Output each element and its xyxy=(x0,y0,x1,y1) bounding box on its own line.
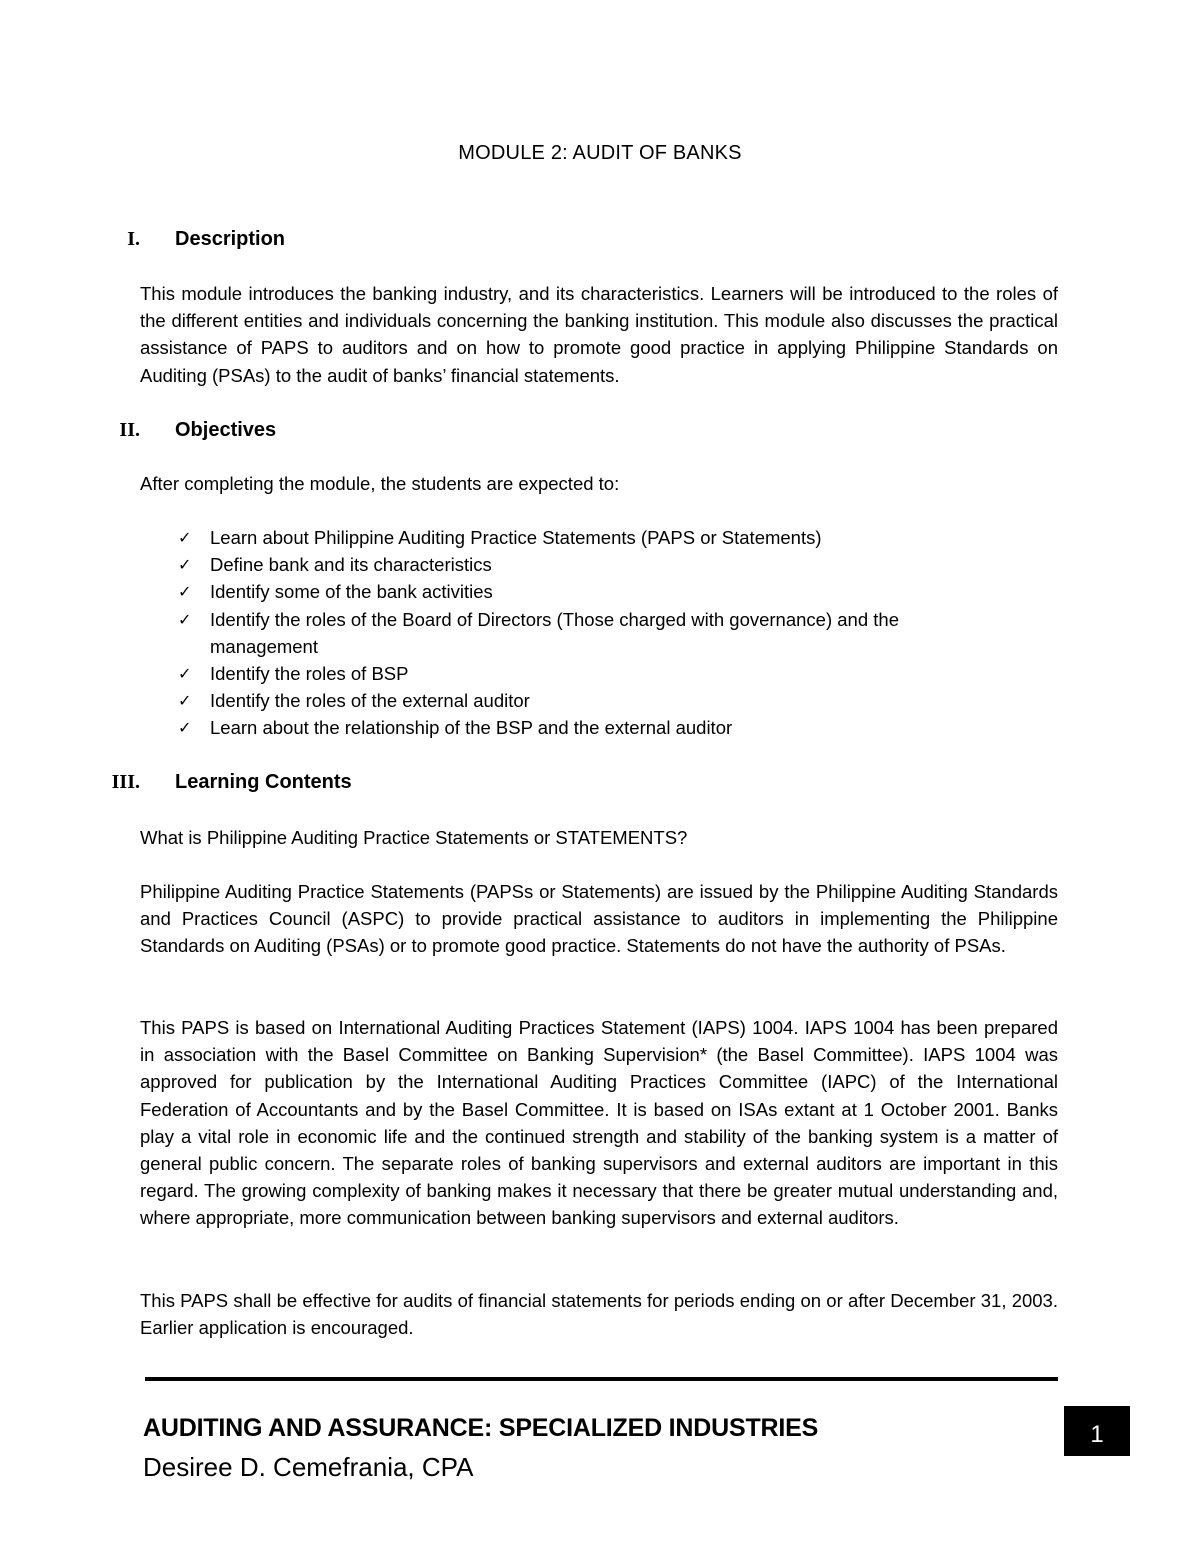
objectives-list xyxy=(140,524,970,742)
section-title: Description xyxy=(175,228,286,250)
learning-paragraph-2: This PAPS is based on International Auditing Practices Statement (IAPS) 1004. IAPS 1004 has been prepared in association with the Basel Committee on Banking Supervision* (the Basel Committee). IAPS 1004 was approved for publication by the International Auditing Practices Committee (IAPC) of the International Federation of Accountants and by the Basel Committee. It is based on ISAs extant at 1 October 2001. Banks play a vital role in economic life and the continued strength and stability of the banking system is a matter of general public concern. The separate roles of banking supervisors and external auditors are important in this regard. The growing complexity of banking makes it necessary that there be greater mutual understanding and, where appropriate, more communication between banking supervisors and external auditors. xyxy=(140,1017,1058,1229)
list-item xyxy=(140,660,970,687)
author-name: Desiree D. Cemefrania, CPA xyxy=(143,1452,474,1482)
checkmark-icon: ✓ xyxy=(178,528,192,547)
learning-paragraph-3: This PAPS shall be effective for audits of financial statements for periods ending on or after December 31, 2003. Earlier application is encouraged. xyxy=(140,1290,1058,1339)
section-numeral: II. xyxy=(119,419,140,441)
page-title: MODULE 2: AUDIT OF BANKS xyxy=(458,142,742,164)
checkmark-icon: ✓ xyxy=(178,664,192,684)
list-item xyxy=(140,524,970,551)
list-item xyxy=(140,578,970,605)
objectives-intro: After completing the module, the students are expected to: xyxy=(140,473,620,494)
page-number-badge xyxy=(1064,1406,1130,1456)
section-numeral: I. xyxy=(127,228,140,250)
page-number: 1 xyxy=(1090,1421,1104,1448)
list-item-text: Define bank and its characteristics xyxy=(210,554,492,576)
checkmark-icon: ✓ xyxy=(178,718,192,738)
list-item xyxy=(140,714,970,741)
list-item-text: Identify some of the bank activities xyxy=(210,581,493,603)
checkmark-icon: ✓ xyxy=(178,609,192,629)
learning-question: What is Philippine Auditing Practice Statements or STATEMENTS? xyxy=(140,827,688,848)
checkmark-icon: ✓ xyxy=(178,555,192,575)
list-item-text: Identify the roles of the external auditor xyxy=(210,690,530,712)
list-item-text: Learn about Philippine Auditing Practice Statements (PAPS or Statements) xyxy=(210,527,822,548)
list-item-text: Identify the roles of the Board of Directors (Those charged with governance) and the management xyxy=(210,608,899,657)
list-item-text: Identify the roles of BSP xyxy=(210,663,409,685)
checkmark-icon: ✓ xyxy=(178,582,192,602)
section-numeral: III. xyxy=(111,771,140,793)
learning-paragraph-1: Philippine Auditing Practice Statements (PAPSs or Statements) are issued by the Philippine Auditing Standards and Practices Council (ASPC) to provide practical assistance to auditors in implementing the Philippine Standards on Auditing (PSAs) or to promote good practice. Statements do not have the authority of PSAs. xyxy=(140,881,1058,957)
footer-divider xyxy=(145,1377,1058,1381)
list-item-text: Learn about the relationship of the BSP and the external auditor xyxy=(210,717,733,739)
section-title: Objectives xyxy=(175,419,277,441)
list-item xyxy=(140,687,970,714)
course-title: AUDITING AND ASSURANCE: SPECIALIZED INDUSTRIES xyxy=(143,1414,819,1442)
section-title: Learning Contents xyxy=(175,771,352,793)
list-item xyxy=(140,606,970,660)
list-item xyxy=(140,551,970,578)
checkmark-icon: ✓ xyxy=(178,691,192,711)
description-paragraph: This module introduces the banking industry, and its characteristics. Learners will be introduced to the roles of the different entities and individuals concerning the banking institution. This module also discusses the practical assistance of PAPS to auditors and on how to promote good practice in applying Philippine Standards on Auditing (PSAs) to the audit of banks’ financial statements. xyxy=(140,283,1058,386)
